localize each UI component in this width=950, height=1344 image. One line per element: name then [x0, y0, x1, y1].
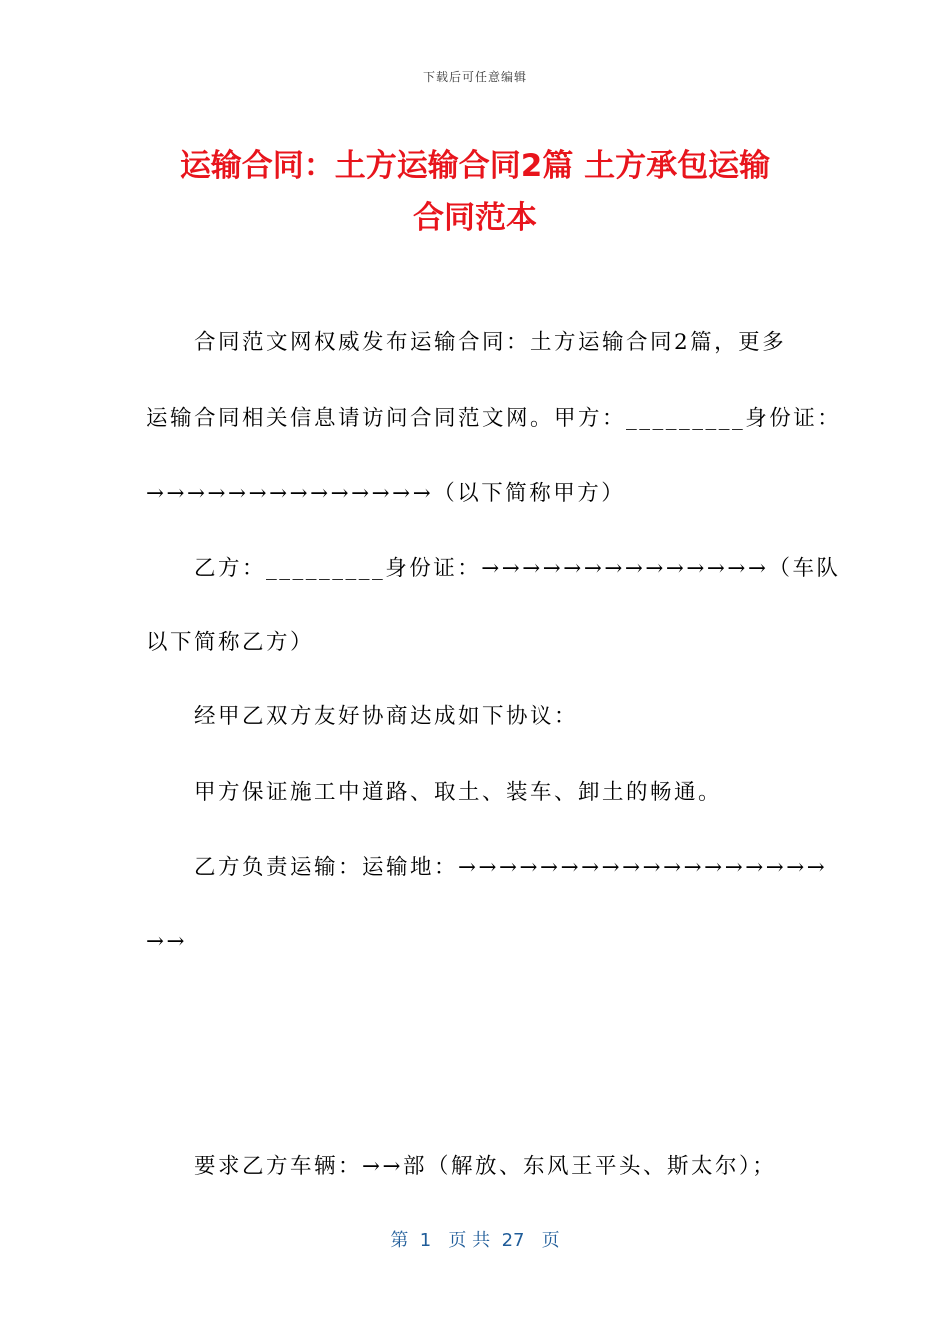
paragraph-4: 乙方：_________身份证：→→→→→→→→→→→→→→（车队: [194, 556, 841, 581]
paragraph-9: →→: [146, 929, 188, 954]
paragraph-8: 乙方负责运输：运输地：→→→→→→→→→→→→→→→→→→: [194, 855, 828, 880]
document-title: [130, 140, 820, 244]
title-line-2: 合同范本: [413, 200, 537, 236]
paragraph-7: 甲方保证施工中道路、取土、装车、卸土的畅通。: [194, 780, 723, 805]
page-footer: 第 1 页 共 27 页: [390, 1230, 560, 1251]
paragraph-2: 运输合同相关信息请访问合同范文网。甲方：_________身份证：: [146, 406, 842, 431]
paragraph-10: 要求乙方车辆：→→部（解放、东风王平头、斯太尔）；: [194, 1154, 777, 1179]
paragraph-5: 以下简称乙方）: [146, 630, 315, 655]
title-line-1: 运输合同：土方运输合同2篇 土方承包运输: [179, 148, 771, 184]
paragraph-3: →→→→→→→→→→→→→→（以下简称甲方）: [146, 481, 626, 506]
header-note: 下载后可任意编辑: [422, 70, 527, 84]
paragraph-1: 合同范文网权威发布运输合同：土方运输合同2篇，更多: [194, 330, 787, 355]
paragraph-6: 经甲乙双方友好协商达成如下协议：: [194, 704, 579, 729]
